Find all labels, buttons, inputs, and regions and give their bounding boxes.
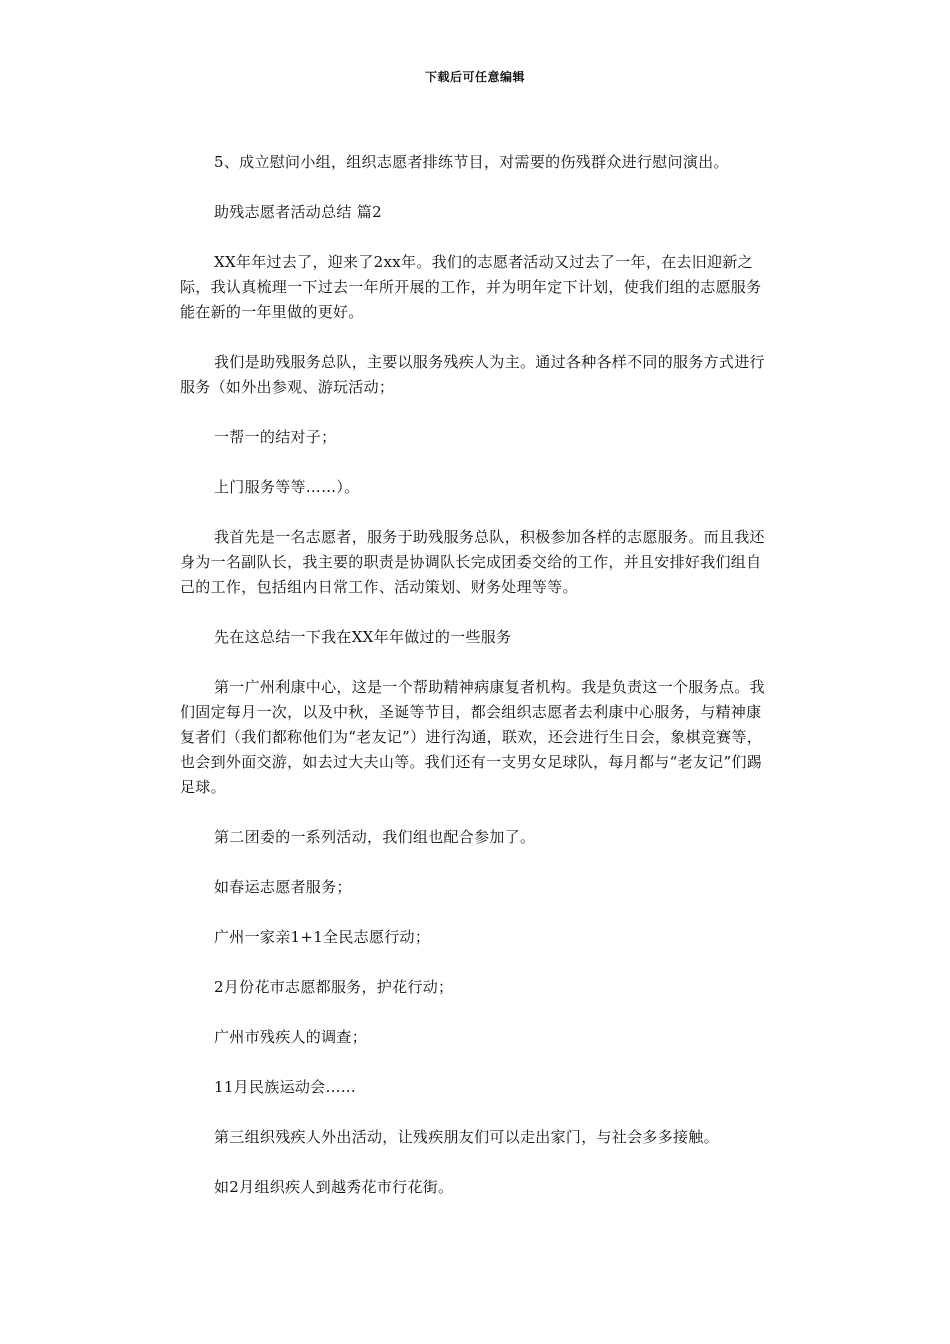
paragraph: 我们是助残服务总队，主要以服务残疾人为主。通过各种各样不同的服务方式进行服务（如外出参观、游玩活动； [180,353,765,396]
paragraph: XX年年过去了，迎来了2xx年。我们的志愿者活动又过去了一年，在去旧迎新之际，我认真梳理一下过去一年所开展的工作，并为明年定下计划，使我们组的志愿服务能在新的一年里做的更好。 [180,253,762,321]
page-header-note: 下载后可任意编辑 [424,70,525,84]
section-heading: 助残志愿者活动总结 篇2 [214,203,382,221]
paragraph: 第二团委的一系列活动，我们组也配合参加了。 [214,828,536,846]
paragraph: 5、成立慰问小组，组织志愿者排练节目，对需要的伤残群众进行慰问演出。 [214,153,729,171]
paragraph: 广州市残疾人的调查； [214,1028,368,1046]
paragraph: 上门服务等等……）。 [214,478,360,496]
paragraph: 第一广州利康中心，这是一个帮助精神病康复者机构。我是负责这一个服务点。我们固定每月一次，以及中秋，圣诞等节目，都会组织志愿者去利康中心服务，与精神康复者们（我们都称他们为“老友记”）进行沟通，联欢，还会进行生日会，象棋竞赛等，也会到外面交游，如去过大夫山等。我们还有一支男女足球队，每月都与“老友记”们踢足球。 [180,678,765,796]
paragraph: 如2月组织疾人到越秀花市行花街。 [214,1178,454,1196]
paragraph: 先在这总结一下我在XX年年做过的一些服务 [214,628,512,646]
paragraph: 11月民族运动会…… [214,1078,357,1096]
paragraph: 2月份花市志愿都服务，护花行动； [214,978,454,996]
paragraph: 广州一家亲1+1全民志愿行动； [214,928,431,946]
paragraph: 一帮一的结对子； [214,428,337,446]
document-body [180,150,772,1200]
paragraph: 如春运志愿者服务； [214,878,352,896]
paragraph: 我首先是一名志愿者，服务于助残服务总队，积极参加各样的志愿服务。而且我还身为一名副队长，我主要的职责是协调队长完成团委交给的工作，并且安排好我们组自己的工作，包括组内日常工作、活动策划、财务处理等等。 [180,528,765,596]
paragraph: 第三组织残疾人外出活动，让残疾朋友们可以走出家门，与社会多多接触。 [214,1128,719,1146]
